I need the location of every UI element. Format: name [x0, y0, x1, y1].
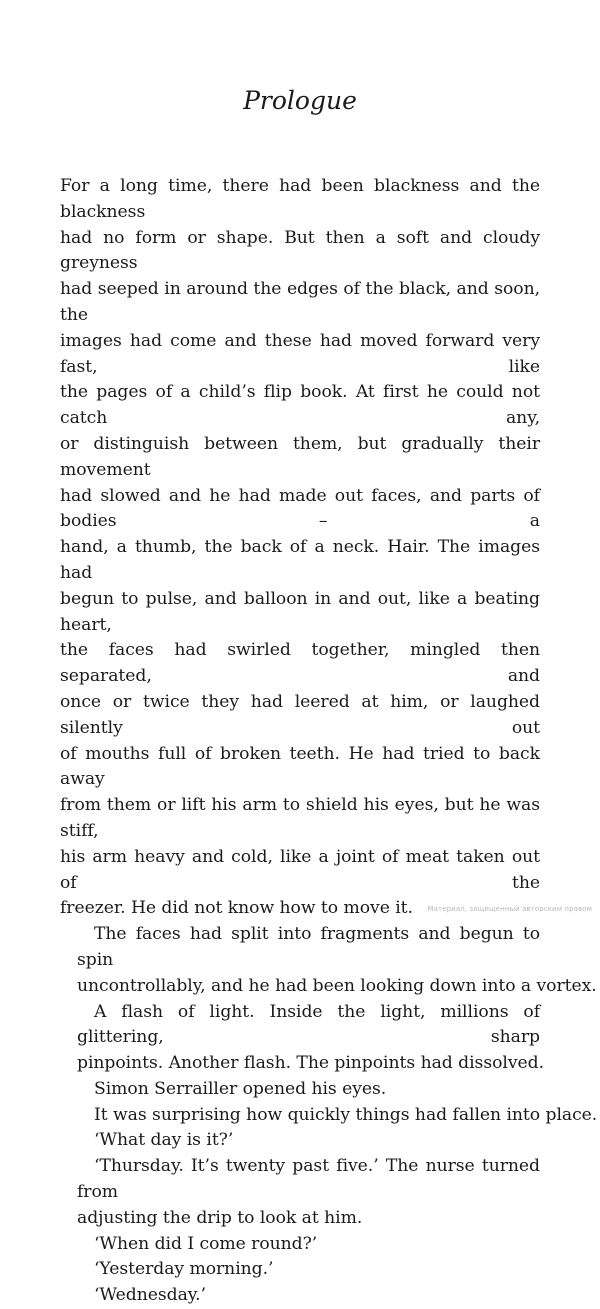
text-line: ‘What day is it?’: [94, 1130, 234, 1151]
text-line: the faces had swirled together, mingled then separated, and: [60, 640, 540, 687]
text-line: pinpoints. Another flash. The pinpoints had dissolved.: [77, 1053, 544, 1074]
text-line: freezer. He did not know how to move it.: [60, 898, 413, 919]
paragraph: [60, 1103, 598, 1129]
paragraph: [60, 174, 540, 922]
paragraph: [60, 1283, 540, 1309]
paragraph: [60, 1128, 540, 1154]
text-line: from them or lift his arm to shield his eyes, but he was stiff,: [60, 795, 540, 841]
text-line: or distinguish between them, but gradually their movement: [60, 433, 540, 480]
body-text: [60, 174, 598, 1309]
text-line: Simon Serrailler opened his eyes.: [94, 1078, 387, 1099]
text-line: begun to pulse, and balloon in and out, like a beating heart,: [60, 588, 540, 635]
text-line: A flash of light. Inside the light, millions of glittering, sharp: [77, 1001, 540, 1048]
text-line: It was surprising how quickly things had fallen into place.: [94, 1104, 598, 1125]
text-line: had no form or shape. But then a soft and cloudy greyness: [60, 227, 540, 274]
text-line: once or twice they had leered at him, or laughed silently out: [60, 691, 540, 738]
chapter-title: Prologue: [243, 86, 357, 115]
text-line: The faces had split into fragments and begun to spin: [77, 924, 540, 970]
paragraph: [60, 922, 597, 999]
paragraph: [60, 1154, 540, 1231]
text-line: the pages of a child’s flip book. At first he could not catch any,: [60, 382, 540, 429]
text-line: images had come and these had moved forward very fast, like: [60, 330, 540, 377]
copyright-watermark: Материал, защищенный авторским правом: [427, 905, 592, 913]
text-line: had slowed and he had made out faces, and parts of bodies – a: [60, 485, 540, 532]
text-line: ‘Yesterday morning.’: [94, 1259, 274, 1280]
paragraph: [60, 1000, 544, 1077]
text-line: hand, a thumb, the back of a neck. Hair. The images had: [60, 537, 540, 583]
text-line: For a long time, there had been blackness and the blackness: [60, 176, 540, 222]
text-line: uncontrollably, and he had been looking down into a vortex.: [77, 975, 597, 996]
paragraph: [60, 1257, 540, 1283]
text-line: ‘Wednesday.’: [94, 1285, 206, 1306]
paragraph: [60, 1232, 540, 1258]
paragraph: [60, 1077, 540, 1103]
text-line: of mouths full of broken teeth. He had tried to back away: [60, 743, 540, 790]
text-line: ‘Thursday. It’s twenty past five.’ The nurse turned from: [77, 1156, 540, 1203]
text-line: his arm heavy and cold, like a joint of meat taken out of the: [60, 846, 540, 893]
text-line: had seeped in around the edges of the black, and soon, the: [60, 279, 540, 325]
text-line: adjusting the drip to look at him.: [77, 1207, 363, 1228]
text-line: ‘When did I come round?’: [94, 1233, 318, 1254]
